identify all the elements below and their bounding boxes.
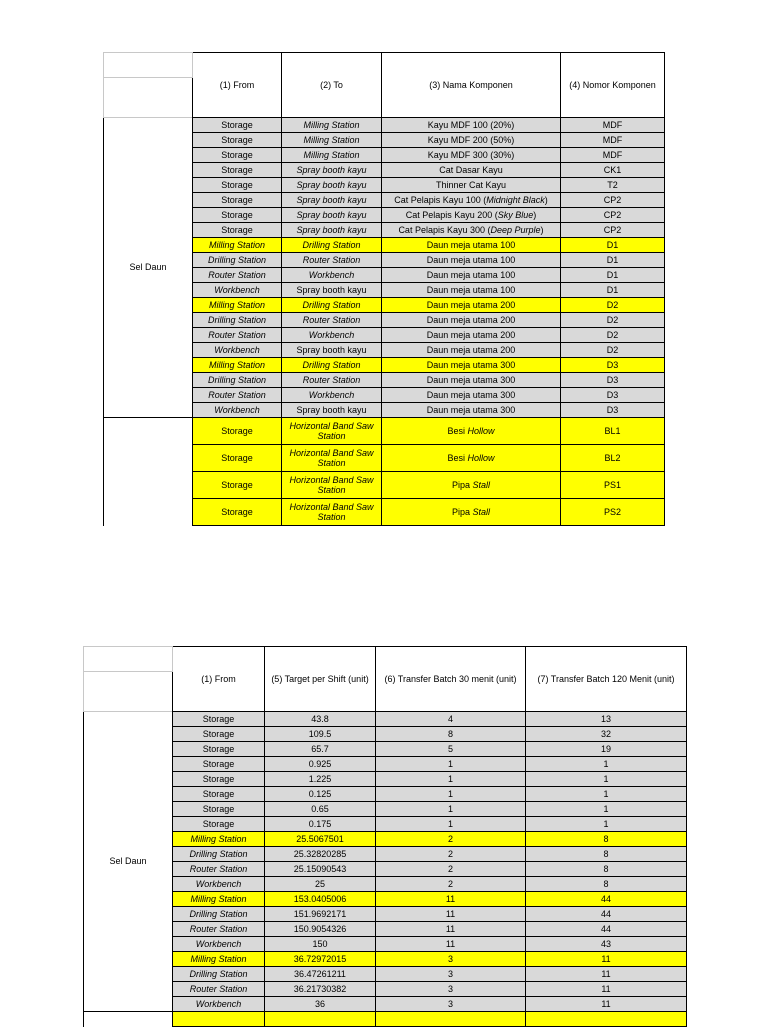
batch-120-cell: 8 bbox=[526, 877, 687, 892]
component-name-cell bbox=[382, 118, 561, 133]
batch-30-cell: 2 bbox=[376, 877, 526, 892]
blank-corner-bottom bbox=[84, 672, 173, 712]
component-number-cell: T2 bbox=[561, 178, 665, 193]
component-name-part: Daun meja utama 300 bbox=[426, 389, 516, 400]
blank-corner-top bbox=[84, 647, 173, 672]
to-cell: Drilling Station bbox=[282, 298, 382, 313]
from-cell: Router Station bbox=[193, 388, 282, 403]
batch-120-cell: 8 bbox=[526, 847, 687, 862]
component-name-cell bbox=[382, 373, 561, 388]
from-cell: Storage bbox=[193, 223, 282, 238]
batch-30-cell: 11 bbox=[376, 937, 526, 952]
component-name-part: Stall bbox=[472, 506, 491, 517]
component-name-cell bbox=[382, 472, 561, 499]
transfer-batch-table bbox=[83, 646, 687, 1027]
component-number-cell: MDF bbox=[561, 118, 665, 133]
from-cell: Storage bbox=[173, 712, 265, 727]
component-number-cell: D1 bbox=[561, 268, 665, 283]
batch-30-cell: 3 bbox=[376, 997, 526, 1012]
component-name-part: Kayu MDF 200 (50%) bbox=[427, 134, 515, 145]
component-number-cell: BL2 bbox=[561, 445, 665, 472]
to-cell: Spray booth kayu bbox=[282, 223, 382, 238]
column-header: (1) From bbox=[193, 53, 282, 118]
to-cell: Workbench bbox=[282, 268, 382, 283]
from-cell: Milling Station bbox=[173, 832, 265, 847]
to-cell: Milling Station bbox=[282, 148, 382, 163]
component-name-part: Daun meja utama 200 bbox=[426, 329, 516, 340]
from-cell: Storage bbox=[173, 787, 265, 802]
from-cell: Workbench bbox=[193, 343, 282, 358]
cut-off-cell bbox=[526, 1012, 687, 1027]
target-cell: 36.72972015 bbox=[265, 952, 376, 967]
table-row bbox=[84, 817, 687, 832]
component-name-part: Cat Dasar Kayu bbox=[439, 164, 503, 175]
target-cell: 153.0405006 bbox=[265, 892, 376, 907]
component-number-cell: D2 bbox=[561, 313, 665, 328]
table-row bbox=[84, 712, 687, 727]
from-cell: Storage bbox=[193, 445, 282, 472]
group-label: Sel Daun bbox=[84, 712, 173, 1012]
component-routing-table bbox=[103, 52, 665, 526]
component-name-cell bbox=[382, 253, 561, 268]
from-cell: Drilling Station bbox=[193, 313, 282, 328]
cut-off-cell bbox=[173, 1012, 265, 1027]
component-number-cell: MDF bbox=[561, 133, 665, 148]
group-label-empty bbox=[84, 1012, 173, 1027]
from-cell: Milling Station bbox=[173, 952, 265, 967]
target-cell: 151.9692171 bbox=[265, 907, 376, 922]
batch-30-cell: 1 bbox=[376, 817, 526, 832]
component-name-cell bbox=[382, 223, 561, 238]
component-name-part: Hollow bbox=[467, 452, 495, 463]
table-row bbox=[84, 742, 687, 757]
component-name-part: Stall bbox=[472, 479, 491, 490]
target-cell: 36.21730382 bbox=[265, 982, 376, 997]
batch-30-cell: 3 bbox=[376, 967, 526, 982]
component-name-part: Besi bbox=[447, 425, 468, 436]
component-name-part: Kayu MDF 100 (20%) bbox=[427, 119, 515, 130]
component-number-cell: D2 bbox=[561, 343, 665, 358]
component-name-cell bbox=[382, 418, 561, 445]
from-cell: Storage bbox=[193, 118, 282, 133]
target-cell: 0.175 bbox=[265, 817, 376, 832]
component-name-part: Daun meja utama 200 bbox=[426, 344, 516, 355]
component-name-part: Daun meja utama 100 bbox=[426, 254, 516, 265]
from-cell: Storage bbox=[173, 817, 265, 832]
component-name-part: ) bbox=[544, 194, 548, 205]
from-cell: Storage bbox=[193, 163, 282, 178]
from-cell: Storage bbox=[173, 742, 265, 757]
table-row bbox=[84, 847, 687, 862]
table-row bbox=[84, 832, 687, 847]
component-name-cell bbox=[382, 193, 561, 208]
target-cell: 25 bbox=[265, 877, 376, 892]
from-cell: Drilling Station bbox=[193, 373, 282, 388]
from-cell: Storage bbox=[193, 193, 282, 208]
to-cell: Drilling Station bbox=[282, 238, 382, 253]
component-name-cell bbox=[382, 298, 561, 313]
to-cell: Workbench bbox=[282, 328, 382, 343]
from-cell: Milling Station bbox=[193, 358, 282, 373]
component-number-cell: D1 bbox=[561, 253, 665, 268]
to-cell: Spray booth kayu bbox=[282, 343, 382, 358]
column-header: (6) Transfer Batch 30 menit (unit) bbox=[376, 647, 526, 712]
from-cell: Storage bbox=[173, 772, 265, 787]
from-cell: Router Station bbox=[173, 982, 265, 997]
table-row bbox=[84, 877, 687, 892]
component-name-part: Cat Pelapis Kayu 100 ( bbox=[394, 194, 487, 205]
to-cell: Drilling Station bbox=[282, 358, 382, 373]
table-row bbox=[84, 997, 687, 1012]
from-cell: Storage bbox=[173, 727, 265, 742]
component-number-cell: D2 bbox=[561, 328, 665, 343]
component-name-cell bbox=[382, 163, 561, 178]
target-cell: 25.15090543 bbox=[265, 862, 376, 877]
batch-120-cell: 11 bbox=[526, 997, 687, 1012]
component-name-cell bbox=[382, 178, 561, 193]
table-row bbox=[84, 952, 687, 967]
batch-120-cell: 1 bbox=[526, 817, 687, 832]
target-cell: 0.65 bbox=[265, 802, 376, 817]
from-cell: Milling Station bbox=[193, 298, 282, 313]
blank-corner-bottom bbox=[104, 78, 193, 118]
to-cell: Milling Station bbox=[282, 118, 382, 133]
batch-120-cell: 11 bbox=[526, 982, 687, 997]
table-row bbox=[84, 862, 687, 877]
to-cell: Spray booth kayu bbox=[282, 178, 382, 193]
component-name-cell bbox=[382, 238, 561, 253]
target-cell: 0.925 bbox=[265, 757, 376, 772]
component-number-cell: MDF bbox=[561, 148, 665, 163]
batch-30-cell: 1 bbox=[376, 802, 526, 817]
from-cell: Workbench bbox=[193, 283, 282, 298]
component-name-part: ) bbox=[540, 224, 544, 235]
group-label: Sel Daun bbox=[104, 118, 193, 418]
component-name-part: ) bbox=[533, 209, 537, 220]
to-cell: Horizontal Band Saw Station bbox=[282, 472, 382, 499]
batch-120-cell: 13 bbox=[526, 712, 687, 727]
table-row bbox=[84, 757, 687, 772]
table-row bbox=[84, 892, 687, 907]
component-name-part: Daun meja utama 300 bbox=[426, 359, 516, 370]
batch-120-cell: 32 bbox=[526, 727, 687, 742]
from-cell: Milling Station bbox=[193, 238, 282, 253]
from-cell: Workbench bbox=[173, 997, 265, 1012]
to-cell: Workbench bbox=[282, 388, 382, 403]
component-name-cell bbox=[382, 313, 561, 328]
batch-30-cell: 5 bbox=[376, 742, 526, 757]
from-cell: Storage bbox=[173, 757, 265, 772]
from-cell: Router Station bbox=[193, 328, 282, 343]
to-cell: Milling Station bbox=[282, 133, 382, 148]
table-row bbox=[84, 727, 687, 742]
to-cell: Spray booth kayu bbox=[282, 283, 382, 298]
component-number-cell: D1 bbox=[561, 238, 665, 253]
to-cell: Router Station bbox=[282, 373, 382, 388]
to-cell: Horizontal Band Saw Station bbox=[282, 499, 382, 526]
batch-120-cell: 44 bbox=[526, 892, 687, 907]
from-cell: Drilling Station bbox=[193, 253, 282, 268]
component-name-cell bbox=[382, 268, 561, 283]
table-row bbox=[104, 118, 665, 133]
from-cell: Storage bbox=[193, 499, 282, 526]
column-header: (4) Nomor Komponen bbox=[561, 53, 665, 118]
table-row bbox=[84, 907, 687, 922]
table-row bbox=[84, 937, 687, 952]
component-name-part: Pipa bbox=[451, 506, 473, 517]
blank-corner-top bbox=[104, 53, 193, 78]
batch-30-cell: 11 bbox=[376, 892, 526, 907]
component-name-part: Midnight Black bbox=[486, 194, 545, 205]
component-name-part: Hollow bbox=[467, 425, 495, 436]
from-cell: Drilling Station bbox=[173, 967, 265, 982]
from-cell: Workbench bbox=[193, 403, 282, 418]
component-number-cell: PS1 bbox=[561, 472, 665, 499]
component-name-cell bbox=[382, 499, 561, 526]
batch-30-cell: 1 bbox=[376, 772, 526, 787]
batch-120-cell: 1 bbox=[526, 802, 687, 817]
from-cell: Storage bbox=[193, 133, 282, 148]
component-number-cell: BL1 bbox=[561, 418, 665, 445]
target-cell: 43.8 bbox=[265, 712, 376, 727]
target-cell: 36 bbox=[265, 997, 376, 1012]
target-cell: 150 bbox=[265, 937, 376, 952]
component-number-cell: CK1 bbox=[561, 163, 665, 178]
to-cell: Spray booth kayu bbox=[282, 193, 382, 208]
batch-120-cell: 1 bbox=[526, 787, 687, 802]
table-row bbox=[84, 922, 687, 937]
to-cell: Spray booth kayu bbox=[282, 403, 382, 418]
batch-30-cell: 2 bbox=[376, 847, 526, 862]
from-cell: Workbench bbox=[173, 937, 265, 952]
component-number-cell: D1 bbox=[561, 283, 665, 298]
batch-120-cell: 1 bbox=[526, 757, 687, 772]
batch-30-cell: 2 bbox=[376, 832, 526, 847]
component-number-cell: CP2 bbox=[561, 223, 665, 238]
cut-off-cell bbox=[376, 1012, 526, 1027]
component-name-part: Besi bbox=[447, 452, 468, 463]
from-cell: Workbench bbox=[173, 877, 265, 892]
batch-120-cell: 44 bbox=[526, 907, 687, 922]
batch-30-cell: 1 bbox=[376, 757, 526, 772]
cut-off-cell bbox=[265, 1012, 376, 1027]
component-number-cell: D2 bbox=[561, 298, 665, 313]
target-cell: 25.32820285 bbox=[265, 847, 376, 862]
component-name-cell bbox=[382, 343, 561, 358]
component-number-cell: D3 bbox=[561, 388, 665, 403]
component-name-part: Cat Pelapis Kayu 200 ( bbox=[405, 209, 498, 220]
target-cell: 36.47261211 bbox=[265, 967, 376, 982]
batch-120-cell: 19 bbox=[526, 742, 687, 757]
to-cell: Spray booth kayu bbox=[282, 163, 382, 178]
component-name-part: Daun meja utama 300 bbox=[426, 374, 516, 385]
table-row bbox=[84, 802, 687, 817]
target-cell: 65.7 bbox=[265, 742, 376, 757]
to-cell: Horizontal Band Saw Station bbox=[282, 418, 382, 445]
batch-30-cell: 4 bbox=[376, 712, 526, 727]
from-cell: Storage bbox=[193, 148, 282, 163]
target-cell: 0.125 bbox=[265, 787, 376, 802]
component-name-part: Daun meja utama 300 bbox=[426, 404, 516, 415]
component-number-cell: CP2 bbox=[561, 193, 665, 208]
batch-120-cell: 44 bbox=[526, 922, 687, 937]
component-name-part: Thinner Cat Kayu bbox=[435, 179, 507, 190]
column-header: (5) Target per Shift (unit) bbox=[265, 647, 376, 712]
table-row bbox=[84, 967, 687, 982]
component-name-cell bbox=[382, 403, 561, 418]
batch-30-cell: 8 bbox=[376, 727, 526, 742]
target-cell: 25.5067501 bbox=[265, 832, 376, 847]
component-name-part: Daun meja utama 100 bbox=[426, 269, 516, 280]
component-name-cell bbox=[382, 283, 561, 298]
component-name-part: Deep Purple bbox=[490, 224, 541, 235]
component-name-cell bbox=[382, 328, 561, 343]
group-label-empty bbox=[104, 418, 193, 526]
from-cell: Drilling Station bbox=[173, 907, 265, 922]
component-name-cell bbox=[382, 358, 561, 373]
component-name-cell bbox=[382, 445, 561, 472]
batch-120-cell: 11 bbox=[526, 967, 687, 982]
batch-120-cell: 8 bbox=[526, 832, 687, 847]
target-cell: 150.9054326 bbox=[265, 922, 376, 937]
from-cell: Storage bbox=[173, 802, 265, 817]
from-cell: Storage bbox=[193, 472, 282, 499]
table-row bbox=[84, 772, 687, 787]
target-cell: 109.5 bbox=[265, 727, 376, 742]
batch-30-cell: 1 bbox=[376, 787, 526, 802]
table-row bbox=[104, 418, 665, 445]
from-cell: Drilling Station bbox=[173, 847, 265, 862]
component-name-part: Daun meja utama 200 bbox=[426, 314, 516, 325]
batch-30-cell: 2 bbox=[376, 862, 526, 877]
component-name-part: Sky Blue bbox=[497, 209, 534, 220]
component-name-part: Daun meja utama 100 bbox=[426, 239, 516, 250]
from-cell: Milling Station bbox=[173, 892, 265, 907]
component-number-cell: CP2 bbox=[561, 208, 665, 223]
target-cell: 1.225 bbox=[265, 772, 376, 787]
batch-120-cell: 11 bbox=[526, 952, 687, 967]
table-row bbox=[84, 982, 687, 997]
component-name-cell bbox=[382, 133, 561, 148]
batch-120-cell: 8 bbox=[526, 862, 687, 877]
component-name-cell bbox=[382, 208, 561, 223]
to-cell: Router Station bbox=[282, 313, 382, 328]
component-number-cell: PS2 bbox=[561, 499, 665, 526]
component-number-cell: D3 bbox=[561, 373, 665, 388]
column-header: (2) To bbox=[282, 53, 382, 118]
to-cell: Spray booth kayu bbox=[282, 208, 382, 223]
from-cell: Router Station bbox=[173, 922, 265, 937]
component-number-cell: D3 bbox=[561, 358, 665, 373]
column-header: (1) From bbox=[173, 647, 265, 712]
batch-120-cell: 43 bbox=[526, 937, 687, 952]
from-cell: Router Station bbox=[193, 268, 282, 283]
component-name-cell bbox=[382, 388, 561, 403]
from-cell: Storage bbox=[193, 208, 282, 223]
component-name-part: Cat Pelapis Kayu 300 ( bbox=[398, 224, 491, 235]
component-name-part: Daun meja utama 200 bbox=[426, 299, 516, 310]
table-row bbox=[84, 787, 687, 802]
column-header: (7) Transfer Batch 120 Menit (unit) bbox=[526, 647, 687, 712]
to-cell: Horizontal Band Saw Station bbox=[282, 445, 382, 472]
to-cell: Router Station bbox=[282, 253, 382, 268]
batch-30-cell: 11 bbox=[376, 907, 526, 922]
component-name-cell bbox=[382, 148, 561, 163]
component-number-cell: D3 bbox=[561, 403, 665, 418]
from-cell: Storage bbox=[193, 178, 282, 193]
batch-30-cell: 11 bbox=[376, 922, 526, 937]
from-cell: Storage bbox=[193, 418, 282, 445]
batch-30-cell: 3 bbox=[376, 982, 526, 997]
component-name-part: Pipa bbox=[451, 479, 473, 490]
component-name-part: Kayu MDF 300 (30%) bbox=[427, 149, 515, 160]
batch-30-cell: 3 bbox=[376, 952, 526, 967]
column-header: (3) Nama Komponen bbox=[382, 53, 561, 118]
component-name-part: Daun meja utama 100 bbox=[426, 284, 516, 295]
from-cell: Router Station bbox=[173, 862, 265, 877]
batch-120-cell: 1 bbox=[526, 772, 687, 787]
